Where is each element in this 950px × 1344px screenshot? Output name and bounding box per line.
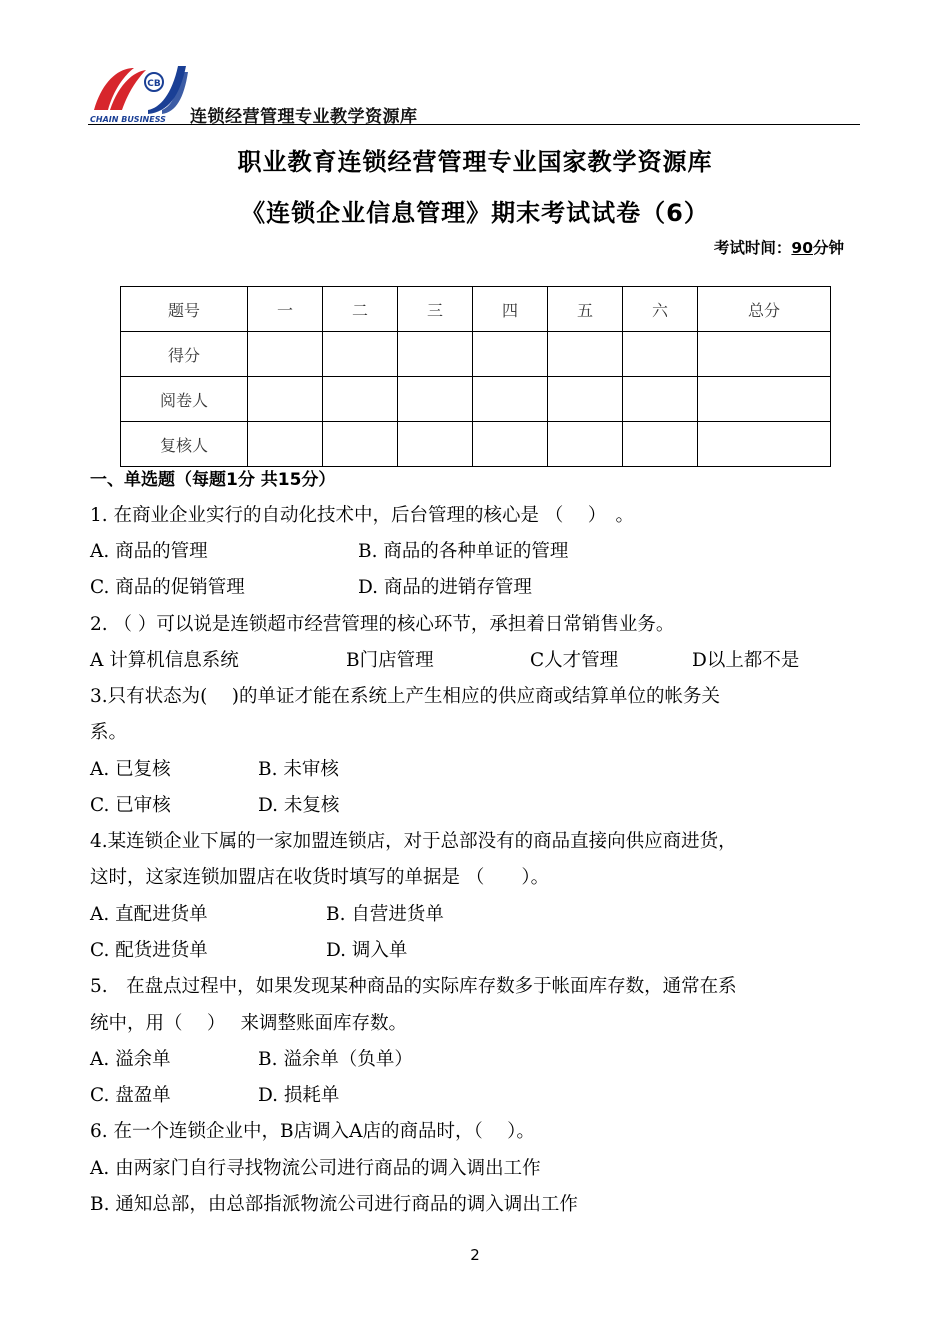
row-label: 复核人 bbox=[121, 422, 248, 467]
question-2-option-b: B门店管理 bbox=[346, 650, 434, 671]
score-table-header-row bbox=[121, 287, 831, 332]
question-1-stem: 1. 在商业企业实行的自动化技术中，后台管理的核心是 （ ） 。 bbox=[90, 505, 635, 526]
question-1-option-b: B. 商品的各种单证的管理 bbox=[358, 541, 569, 562]
score-cell bbox=[698, 332, 831, 377]
question-5-option-d: D. 损耗单 bbox=[258, 1085, 340, 1106]
header-cell: 四 bbox=[473, 287, 548, 332]
header-cell: 一 bbox=[248, 287, 323, 332]
score-cell bbox=[473, 422, 548, 467]
question-4-option-c: C. 配货进货单 bbox=[90, 940, 208, 961]
question-6-option-a: A. 由两家门自行寻找物流公司进行商品的调入调出工作 bbox=[90, 1158, 541, 1179]
score-cell bbox=[323, 377, 398, 422]
question-2-stem: 2. （ ）可以说是连锁超市经营管理的核心环节，承担着日常销售业务。 bbox=[90, 614, 675, 635]
score-table bbox=[120, 286, 831, 467]
question-3-stem-line2: 系。 bbox=[90, 722, 128, 743]
score-cell bbox=[323, 422, 398, 467]
row-label: 阅卷人 bbox=[121, 377, 248, 422]
question-3-option-c: C. 已审核 bbox=[90, 795, 171, 816]
question-5-option-c: C. 盘盈单 bbox=[90, 1085, 171, 1106]
question-4-option-b: B. 自营进货单 bbox=[326, 904, 444, 925]
logo-caption: CHAIN BUSINESS bbox=[90, 115, 166, 124]
question-5-option-b: B. 溢余单（负单） bbox=[258, 1049, 413, 1070]
question-1-option-c: C. 商品的促销管理 bbox=[90, 577, 245, 598]
resource-library-name: 连锁经营管理专业教学资源库 bbox=[190, 107, 418, 127]
question-6-option-b: B. 通知总部，由总部指派物流公司进行商品的调入调出工作 bbox=[90, 1194, 578, 1215]
score-cell bbox=[473, 332, 548, 377]
question-3-option-a: A. 已复核 bbox=[90, 759, 171, 780]
exam-time-value: 90 bbox=[791, 239, 813, 257]
page-header bbox=[88, 58, 860, 126]
score-cell bbox=[398, 377, 473, 422]
document-title-line2: 《连锁企业信息管理》期末考试试卷（6） bbox=[241, 199, 709, 227]
question-4-stem-line1: 4.某连锁企业下属的一家加盟连锁店，对于总部没有的商品直接向供应商进货， bbox=[90, 831, 737, 852]
question-3-stem-line1: 3.只有状态为( )的单证才能在系统上产生相应的供应商或结算单位的帐务关 bbox=[90, 686, 720, 707]
question-2-option-d: D以上都不是 bbox=[692, 650, 800, 671]
header-cell: 五 bbox=[548, 287, 623, 332]
score-table-row bbox=[121, 332, 831, 377]
question-1-option-d: D. 商品的进销存管理 bbox=[358, 577, 532, 598]
question-5-stem-line1: 5. 在盘点过程中，如果发现某种商品的实际库存数多于帐面库存数，通常在系 bbox=[90, 976, 737, 997]
header-cell: 三 bbox=[398, 287, 473, 332]
exam-time bbox=[714, 236, 844, 258]
score-cell bbox=[248, 377, 323, 422]
question-1-option-a: A. 商品的管理 bbox=[90, 541, 208, 562]
score-cell bbox=[548, 422, 623, 467]
score-cell bbox=[698, 422, 831, 467]
question-4-stem-line2: 这时，这家连锁加盟店在收货时填写的单据是 （ ）。 bbox=[90, 867, 550, 888]
header-cell: 二 bbox=[323, 287, 398, 332]
question-2-option-c: C人才管理 bbox=[530, 650, 619, 671]
question-2-option-a: A 计算机信息系统 bbox=[90, 650, 239, 671]
score-cell bbox=[548, 332, 623, 377]
question-6-stem: 6. 在一个连锁企业中，B店调入A店的商品时，（ ）。 bbox=[90, 1121, 535, 1142]
score-cell bbox=[323, 332, 398, 377]
exam-time-unit: 分钟 bbox=[812, 239, 844, 257]
score-cell bbox=[248, 422, 323, 467]
question-3-option-d: D. 未复核 bbox=[258, 795, 340, 816]
header-cell: 六 bbox=[623, 287, 698, 332]
score-table-row bbox=[121, 422, 831, 467]
question-5-option-a: A. 溢余单 bbox=[90, 1049, 171, 1070]
section-heading: 一、单选题（每题1分 共15分） bbox=[90, 470, 336, 490]
document-title-line1: 职业教育连锁经营管理专业国家教学资源库 bbox=[237, 148, 713, 176]
question-4-option-d: D. 调入单 bbox=[326, 940, 408, 961]
score-cell bbox=[398, 332, 473, 377]
page-number: 2 bbox=[470, 1246, 480, 1264]
score-cell bbox=[623, 422, 698, 467]
score-cell bbox=[698, 377, 831, 422]
logo-mark-text: CB bbox=[147, 79, 161, 89]
exam-time-label: 考试时间： bbox=[713, 239, 792, 257]
row-label: 得分 bbox=[121, 332, 248, 377]
score-table-row bbox=[121, 377, 831, 422]
question-3-option-b: B. 未审核 bbox=[258, 759, 339, 780]
header-divider bbox=[88, 124, 860, 125]
header-cell: 题号 bbox=[121, 287, 248, 332]
score-cell bbox=[473, 377, 548, 422]
score-cell bbox=[623, 377, 698, 422]
score-cell bbox=[248, 332, 323, 377]
header-cell: 总分 bbox=[698, 287, 831, 332]
score-cell bbox=[398, 422, 473, 467]
score-cell bbox=[548, 377, 623, 422]
question-5-stem-line2: 统中，用（ ） 来调整账面库存数。 bbox=[90, 1013, 408, 1034]
score-cell bbox=[623, 332, 698, 377]
question-4-option-a: A. 直配进货单 bbox=[90, 904, 208, 925]
